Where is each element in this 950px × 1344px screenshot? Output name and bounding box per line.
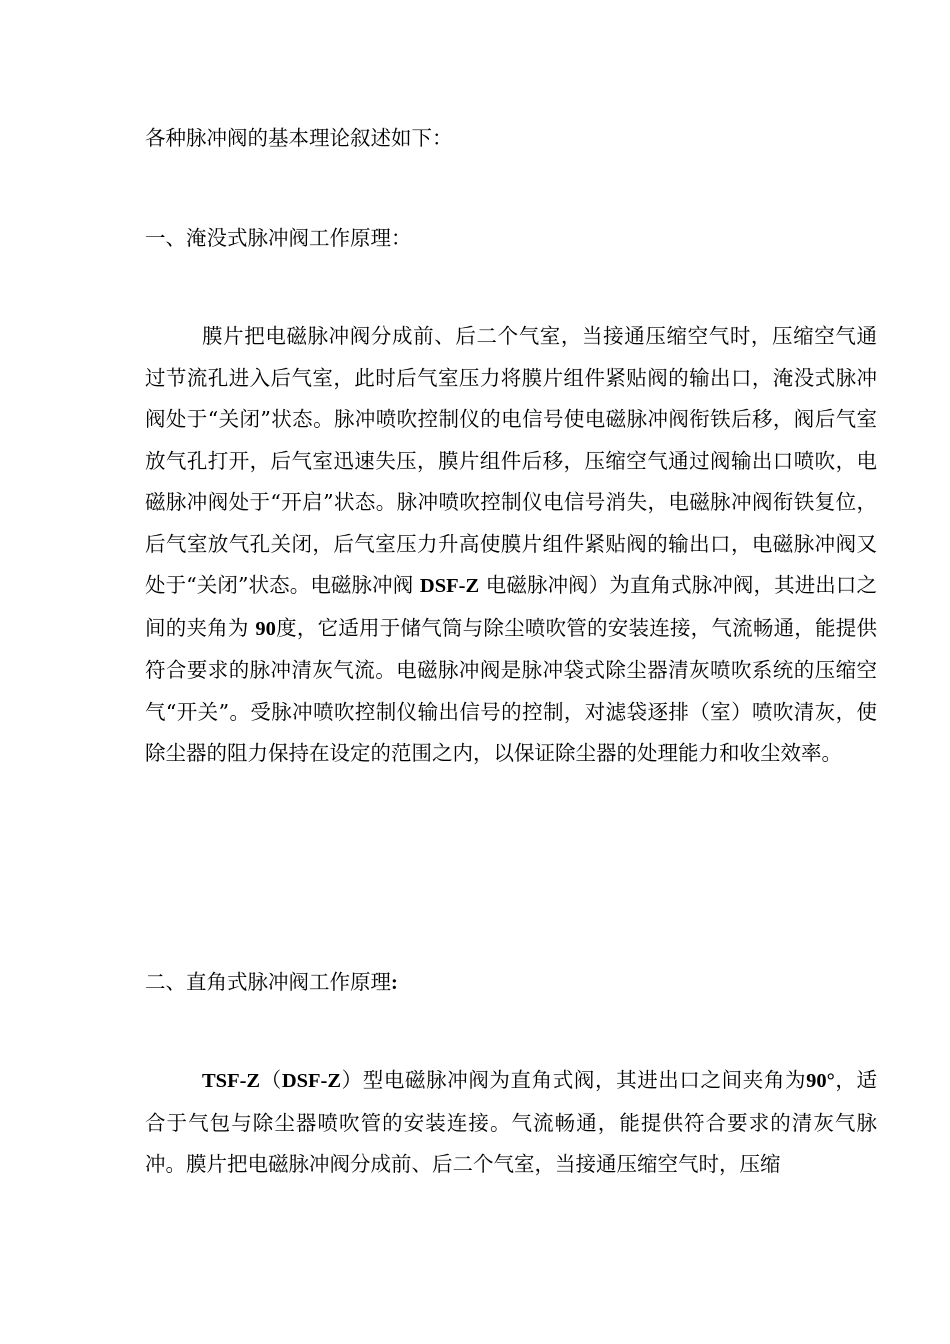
intro-line: 各种脉冲阀的基本理论叙述如下： xyxy=(145,126,453,150)
section2-heading xyxy=(145,968,398,997)
section2-text-1: 型电磁脉冲阀为直角式阀，其进出口之间夹角为 xyxy=(362,1068,807,1092)
section2-paragraph xyxy=(145,1060,877,1186)
section1-paragraph xyxy=(145,316,877,775)
section1-heading: 一、淹没式脉冲阀工作原理： xyxy=(145,226,412,250)
section2-heading-colon: : xyxy=(391,972,398,994)
section1-text-1: 膜片把电磁脉冲阀分成前、后二个气室，当接通压缩空气时，压缩空气通过节流孔进入后气室，此时后气室压力将膜片组件紧贴阀的输出口，淹没式脉冲阀处于“关闭”状态。脉冲喷吹控制仪的电信号使电磁脉冲阀衔铁后移，阀后气室放气孔打开，后气室迅速失压，膜片组件后移，压缩空气通过阀输出口喷吹，电磁脉冲阀处于“开启”状态。脉冲喷吹控制仪电信号消失，电磁脉冲阀衔铁复位，后气室放气孔关闭，后气室压力升高使膜片组件紧贴阀的输出口，电磁脉冲阀又处于“关闭”状态。电磁脉冲阀 xyxy=(145,324,877,597)
section1-angle: 90 xyxy=(255,617,276,640)
section1-text-2: 电磁脉冲阀）为直角式脉冲阀，其进出口之间的夹角为 xyxy=(145,573,877,640)
section2-angle: 90° xyxy=(806,1070,835,1092)
section1-model: DSF-Z xyxy=(419,575,480,597)
section2-heading-text: 二、直角式脉冲阀工作原理 xyxy=(145,970,391,994)
section2-paren-open: （ xyxy=(260,1068,282,1092)
section2-text-2: ，适合于气包与除尘器喷吹管的安装连接。气流畅通，能提供符合要求的清灰气脉冲。膜片把电磁脉冲阀分成前、后二个气室，当接通压缩空气时，压缩 xyxy=(145,1068,877,1176)
section2-paren-close: ） xyxy=(341,1068,363,1092)
section2-model-b: DSF-Z xyxy=(281,1070,342,1092)
section1-text-3: 度，它适用于储气筒与除尘喷吹管的安装连接，气流畅通，能提供符合要求的脉冲清灰气流。电磁脉冲阀是脉冲袋式除尘器清灰喷吹系统的压缩空气“开关”。受脉冲喷吹控制仪输出信号的控制，对滤袋逐排（室）喷吹清灰，使除尘器的阻力保持在设定的范围之内，以保证除尘器的处理能力和收尘效率。 xyxy=(145,615,877,765)
section2-model-a: TSF-Z xyxy=(202,1070,261,1092)
